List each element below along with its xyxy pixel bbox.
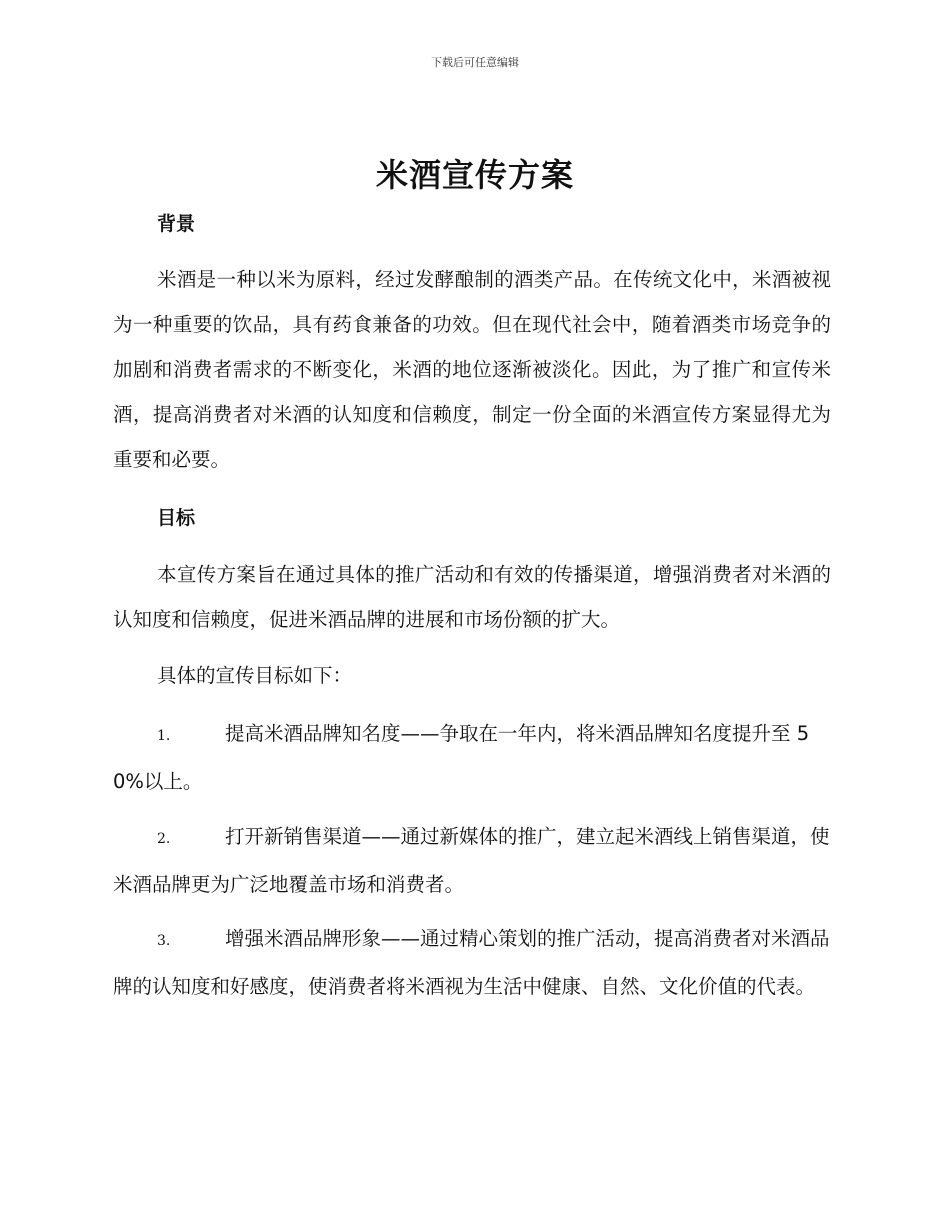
list-item-text: 打开新销售渠道——通过新媒体的推广，建立起米酒线上销售渠道，使米酒品牌更为广泛地覆盖市场和消费者。 [113, 825, 830, 896]
goal-list-item [113, 711, 831, 804]
goal-list-item [113, 916, 831, 1009]
goal-list-item [113, 814, 831, 907]
list-item-number: 1. [157, 728, 171, 744]
list-item-text: 提高米酒品牌知名度——争取在一年内，将米酒品牌知名度提升至 50%以上。 [113, 722, 810, 793]
background-paragraph: 米酒是一种以米为原料，经过发酵酿制的酒类产品。在传统文化中，米酒被视为一种重要的饮品，具有药食兼备的功效。但在现代社会中，随着酒类市场竞争的加剧和消费者需求的不断变化，米酒的地位逐渐被淡化。因此，为了推广和宣传米酒，提高消费者对米酒的认知度和信赖度，制定一份全面的米酒宣传方案显得尤为重要和必要。 [113, 268, 831, 471]
header-note: 下载后可任意编辑 [431, 56, 519, 69]
section-heading-goal: 目标 [157, 507, 196, 529]
section-heading-background: 背景 [157, 213, 196, 235]
goal-intro: 具体的宣传目标如下： [157, 664, 353, 687]
list-item-text: 增强米酒品牌形象——通过精心策划的推广活动，提高消费者对米酒品牌的认知度和好感度，使消费者将米酒视为生活中健康、自然、文化价值的代表。 [113, 927, 830, 998]
document-title: 米酒宣传方案 [375, 156, 574, 194]
goal-paragraph: 本宣传方案旨在通过具体的推广活动和有效的传播渠道，增强消费者对米酒的认知度和信赖度，促进米酒品牌的进展和市场份额的扩大。 [113, 563, 831, 631]
list-item-number: 2. [157, 831, 171, 847]
list-item-number: 3. [157, 933, 171, 949]
